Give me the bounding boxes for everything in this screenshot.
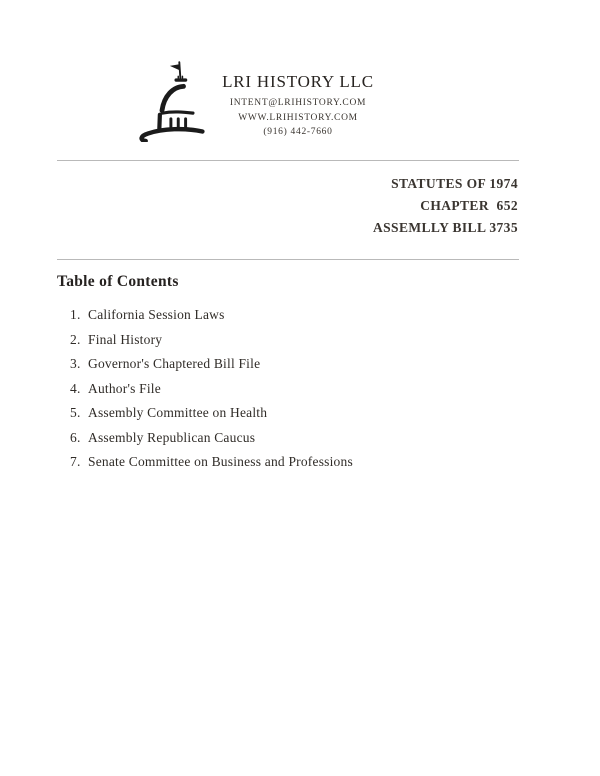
- toc-item: [70, 382, 600, 396]
- letterhead: [0, 0, 600, 160]
- bill-line: ASSEMLLY BILL 3735: [372, 220, 518, 235]
- toc-item: [70, 406, 600, 420]
- spacer: [0, 239, 600, 259]
- toc-item: [70, 431, 600, 445]
- company-email: INTENT@LRIHISTORY.COM: [229, 98, 367, 108]
- company-name: LRI HISTORY LLC: [222, 72, 374, 91]
- reference-rule: [57, 259, 519, 260]
- toc-item-label: Author's File: [88, 380, 161, 396]
- toc-item-number: 5.: [70, 405, 81, 420]
- statute-reference: [0, 161, 600, 239]
- toc-item-number: 7.: [70, 454, 81, 469]
- statutes-line: STATUTES OF 1974: [391, 176, 518, 191]
- toc-item-label: Governor's Chaptered Bill File: [88, 356, 261, 371]
- toc-item-label: Senate Committee on Business and Professions: [88, 454, 353, 469]
- company-website: WWW.LRIHISTORY.COM: [238, 112, 358, 123]
- toc-item-label: Assembly Committee on Health: [88, 405, 268, 420]
- toc-item-label: Final History: [88, 331, 163, 347]
- chapter-line: CHAPTER 652: [420, 198, 518, 213]
- toc-item-label: California Session Laws: [88, 307, 225, 322]
- toc-item-number: 6.: [70, 429, 81, 445]
- toc-item-number: 4.: [70, 380, 81, 396]
- toc-item-number: 2.: [70, 331, 81, 347]
- toc-list: [0, 308, 600, 469]
- toc-item: [70, 357, 600, 371]
- toc-item-label: Assembly Republican Caucus: [88, 429, 256, 445]
- toc-item: [70, 308, 600, 322]
- toc-item-number: 3.: [70, 356, 81, 371]
- company-phone: (916) 442-7660: [263, 127, 333, 137]
- toc-item-number: 1.: [70, 307, 81, 322]
- toc-item: [70, 455, 600, 469]
- toc-title: Table of Contents: [57, 273, 179, 290]
- letterhead-text: [0, 72, 596, 137]
- toc-item: [70, 333, 600, 347]
